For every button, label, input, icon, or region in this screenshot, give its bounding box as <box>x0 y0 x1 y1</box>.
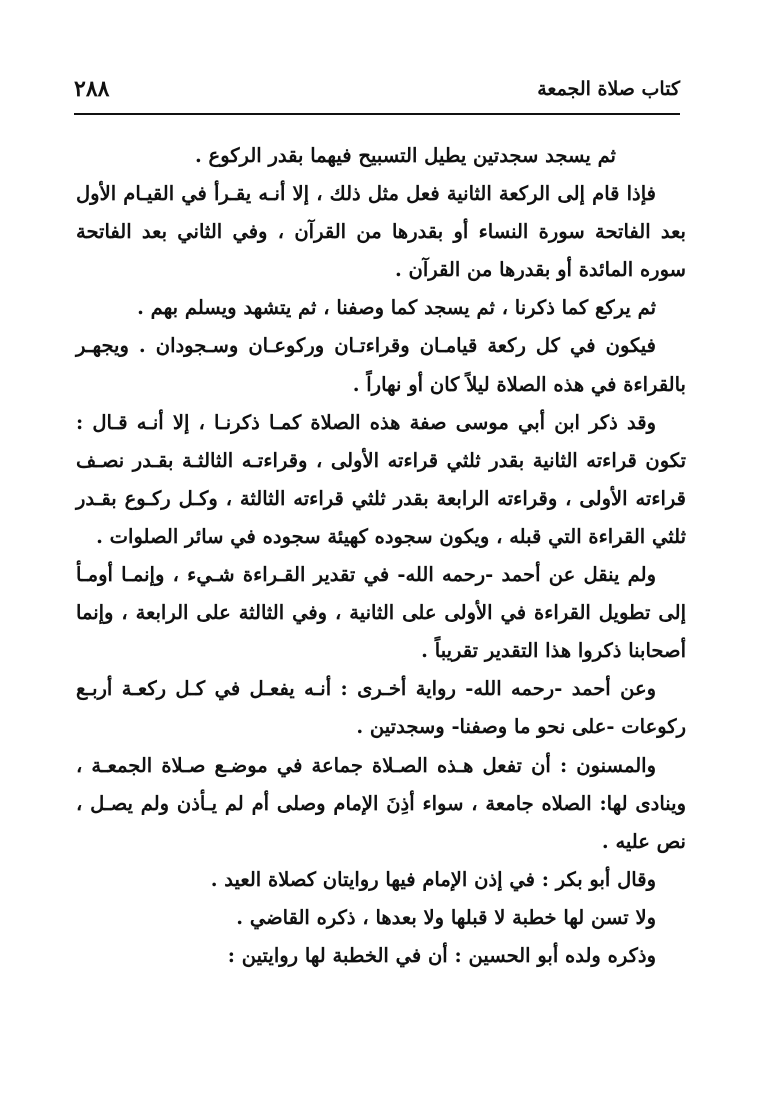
paragraph: ولم ينقل عن أحمد -رحمه الله- في تقدير القـراءة شـيء ، وإنمـا أومـأ إلى تطويل القراءة في الأولى على الثانية ، وفي الثالثة على الرابعة ، وإنما أصحابنا ذكروا هذا التقدير تقريباً . <box>76 563 686 663</box>
paragraph: وقد ذكر ابن أبي موسى صفة هذه الصلاة كمـا ذكرنـا ، إلا أنـه قـال : تكون قراءته الثانية بقدر ثلثي قراءته الأولى ، وقراءتـه الثالثـة بقـدر نصـف قراءته الأولى ، وقراءته الرابعة بقدر ثلثي قراءته الثالثة ، وكـل ركـوع بقـدر ثلثي القراءة التي قبله ، ويكون سجوده كهيئة سجوده في سائر الصلوات . <box>76 410 686 548</box>
running-title: كتاب صلاة الجمعة <box>537 78 680 100</box>
paragraph: ثم يسجد سجدتين يطيل التسبيح فيهما بقدر الركوع . <box>194 144 616 167</box>
paragraph: والمسنون : أن تفعل هـذه الصـلاة جماعة في موضـع صـلاة الجمعـة ، وينادى لها: الصلاه جامعة ، سواء أذِنَ الإمام وصلى أم لم يـأذن ولم يصـل ، نص عليه . <box>76 753 686 853</box>
paragraph: ولا تسن لها خطبة لا قبلها ولا بعدها ، ذكره القاضي . <box>236 905 656 929</box>
body-text <box>76 137 686 975</box>
page-header <box>74 72 680 112</box>
paragraph: وعن أحمد -رحمه الله- رواية أخـرى : أنـه يفعـل في كـل ركعـة أربـع ركوعات -على نحو ما وصفنا- وسجدتين . <box>76 677 686 739</box>
paragraph: وقال أبو بكر : في إذن الإمام فيها روايتان كصلاة العيد . <box>210 867 656 891</box>
paragraph: فإذا قام إلى الركعة الثانية فعل مثل ذلك ، إلا أنـه يقـرأ في القيـام الأول بعد الفاتحة سورة النساء أو بقدرها من القرآن ، وفي الثاني بعد الفاتحة سوره المائدة أو بقدرها من القرآن . <box>76 182 686 282</box>
header-rule <box>74 113 680 115</box>
page-number: ٢٨٨ <box>74 76 110 102</box>
paragraph: فيكون في كل ركعة قيامـان وقراءتـان وركوعـان وسـجودان . ويجهـر بالقراءة في هذه الصلاة ليلاً كان أو نهاراً . <box>76 334 686 396</box>
paragraph: ثم يركع كما ذكرنا ، ثم يسجد كما وصفنا ، ثم يتشهد ويسلم بهم . <box>137 296 656 320</box>
paragraph: وذكره ولده أبو الحسين : أن في الخطبة لها روايتين : <box>227 943 656 967</box>
